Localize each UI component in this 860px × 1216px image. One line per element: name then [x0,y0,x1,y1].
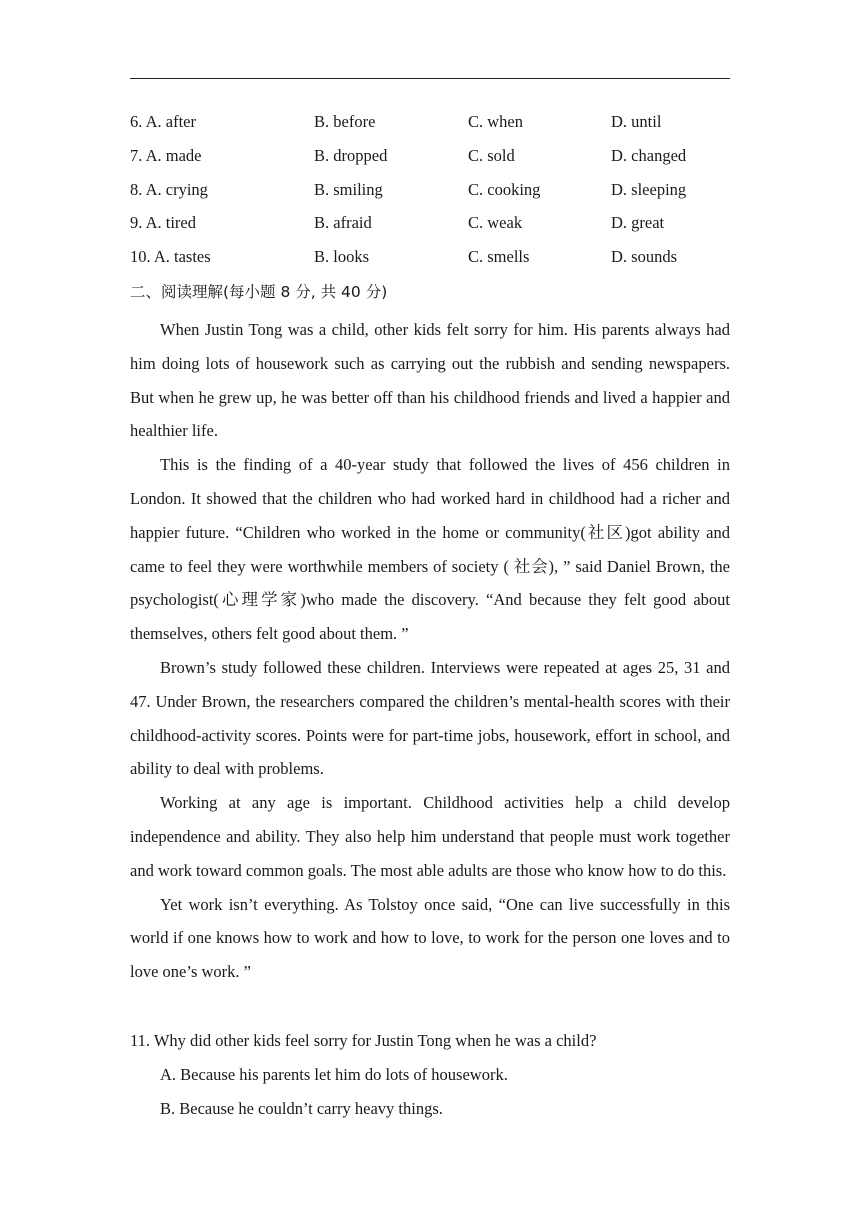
passage-paragraph: This is the finding of a 40-year study that followed the lives of 456 children in London. It showed that the children who had worked hard in childhood had a richer and happier future. “Children who worked in the home or community(社区)got ability and came to feel they were worthwhile members of society ( 社会), ” said Daniel Brown, the psychologist(心理学家)who made the discovery. “And because they felt good about themselves, others felt good about them. ” [130,455,730,644]
choice-b: B. Because he couldn’t carry heavy things. [160,1098,443,1118]
question-11 [130,1024,730,1125]
question-stem: 11. Why did other kids feel sorry for Justin Tong when he was a child? [130,1031,597,1050]
option-d: D. sleeping [611,179,687,199]
option-row [130,213,730,247]
choice-a: A. Because his parents let him do lots of housework. [160,1064,508,1084]
option-d: D. until [611,112,662,131]
section-title: 二、阅读理解(每小题 8 分, 共 40 分) [130,283,388,301]
passage-paragraph: Brown’s study followed these children. Interviews were repeated at ages 25, 31 and 47. Under Brown, the researchers compared the children’s mental-health scores with their childhood-activity scores. Points were for part-time jobs, housework, effort in school, and ability to deal with problems. [130,657,730,779]
option-d: D. changed [611,145,687,165]
header-rule [130,78,730,79]
option-b: B. looks [314,247,370,267]
option-c: C. when [468,112,523,131]
option-c: C. weak [468,213,523,233]
option-c: C. cooking [468,179,541,199]
option-row [130,247,730,281]
option-c: C. smells [468,247,530,267]
option-row [130,112,730,146]
option-a: 10. A. tastes [130,247,211,267]
answer-options [130,112,730,281]
option-a: 7. A. made [130,145,202,165]
passage-paragraph: When Justin Tong was a child, other kids felt sorry for him. His parents always had him doing lots of housework such as carrying out the rubbish and sending newspapers. But when he grew up, he was better off than his childhood friends and lived a happier and healthier life. [130,320,730,441]
option-d: D. great [611,213,665,233]
option-b: B. afraid [314,213,372,233]
option-a: 8. A. crying [130,179,208,199]
passage-paragraph: Working at any age is important. Childhood activities help a child develop independence and ability. They also help him understand that people must work together and work toward common goals. The most able adults are those who know how to do this. [130,793,730,880]
reading-passage [130,313,730,989]
option-c: C. sold [468,145,515,165]
option-b: B. smiling [314,179,383,199]
option-b: B. before [314,112,376,131]
option-d: D. sounds [611,247,678,267]
option-b: B. dropped [314,145,388,165]
option-a: 9. A. tired [130,213,196,233]
option-row [130,146,730,180]
option-a: 6. A. after [130,112,196,131]
passage-paragraph: Yet work isn’t everything. As Tolstoy once said, “One can live successfully in this world if one knows how to work and how to love, to work for the person one loves and to love one’s work. ” [130,894,730,982]
option-row [130,180,730,214]
